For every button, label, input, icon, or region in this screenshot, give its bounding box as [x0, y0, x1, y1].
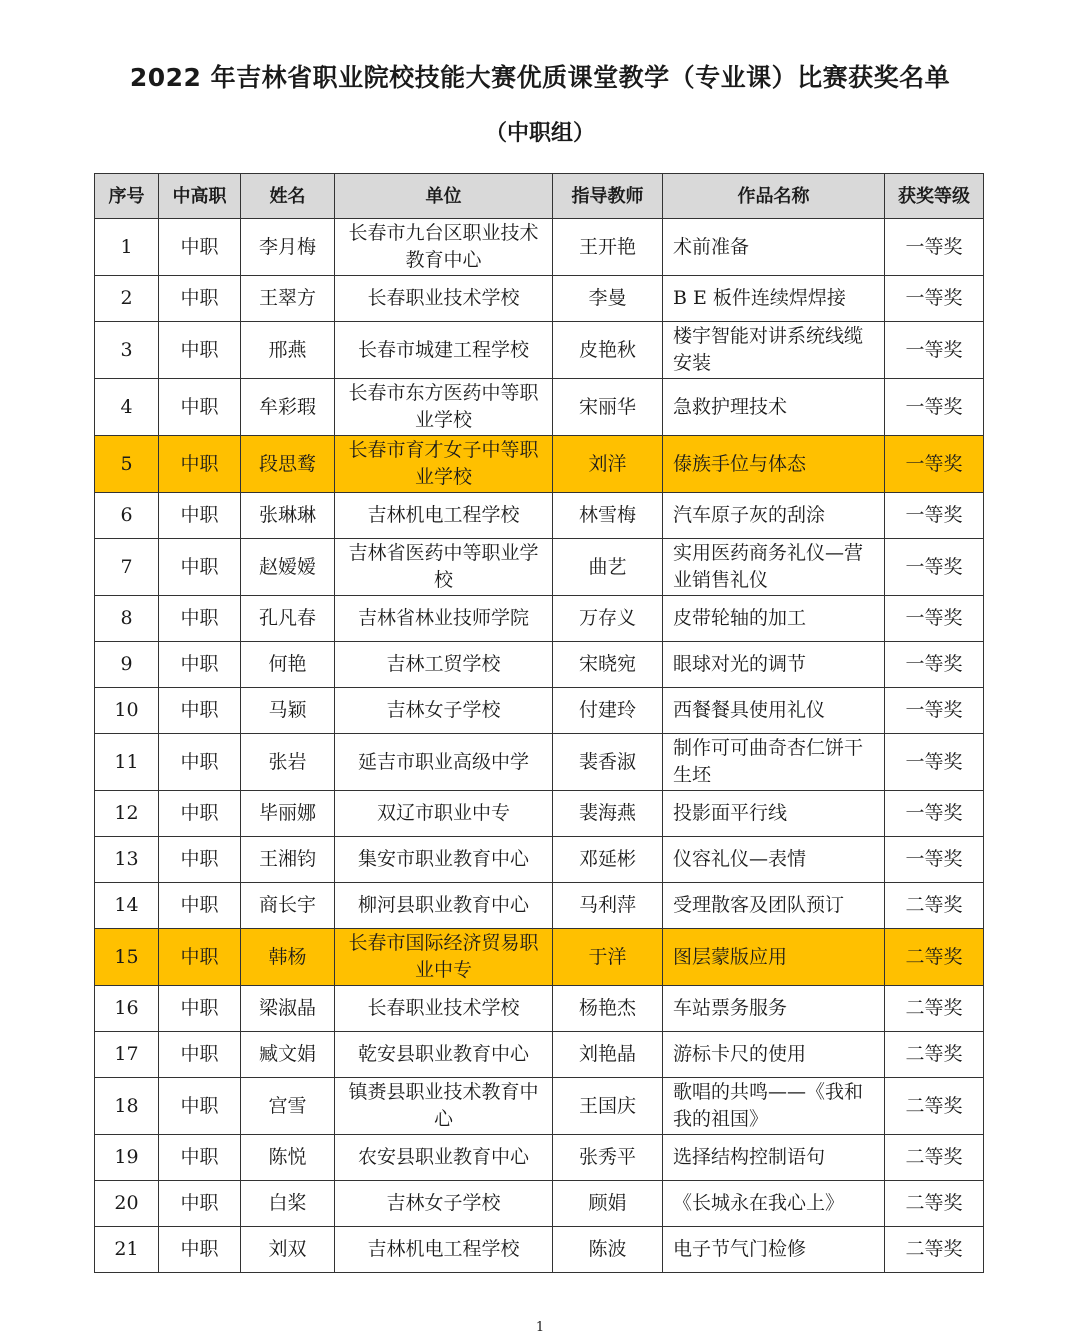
- document-subtitle: （中职组）: [484, 121, 595, 146]
- row-number-cell: 3: [95, 322, 159, 379]
- work-title-cell: 傣族手位与体态: [663, 436, 885, 493]
- unit-cell: 长春市九台区职业技术教育中心: [335, 219, 553, 276]
- teacher-cell: 王国庆: [553, 1078, 663, 1135]
- unit-cell: 吉林机电工程学校: [335, 493, 553, 539]
- work-title-cell: 投影面平行线: [663, 791, 885, 837]
- name-cell: 王翠方: [241, 276, 335, 322]
- row-number-cell: 18: [95, 1078, 159, 1135]
- work-title-cell: 仪容礼仪—表情: [663, 837, 885, 883]
- teacher-cell: 林雪梅: [553, 493, 663, 539]
- row-number-cell: 7: [95, 539, 159, 596]
- name-cell: 宫雪: [241, 1078, 335, 1135]
- table-row: [95, 436, 984, 493]
- level-cell: 中职: [159, 837, 241, 883]
- row-number-cell: 20: [95, 1181, 159, 1227]
- row-number-cell: 16: [95, 986, 159, 1032]
- work-title-cell: 游标卡尺的使用: [663, 1032, 885, 1078]
- name-cell: 段思鹜: [241, 436, 335, 493]
- header-cell: 姓名: [241, 174, 335, 219]
- award-cell: 二等奖: [885, 1032, 984, 1078]
- award-cell: 一等奖: [885, 734, 984, 791]
- teacher-cell: 李曼: [553, 276, 663, 322]
- teacher-cell: 裴海燕: [553, 791, 663, 837]
- table-row: [95, 642, 984, 688]
- name-cell: 刘双: [241, 1227, 335, 1273]
- award-cell: 一等奖: [885, 219, 984, 276]
- work-title-cell: B E 板件连续焊焊接: [663, 276, 885, 322]
- header-cell: 作品名称: [663, 174, 885, 219]
- name-cell: 臧文娟: [241, 1032, 335, 1078]
- level-cell: 中职: [159, 219, 241, 276]
- work-title-cell: 眼球对光的调节: [663, 642, 885, 688]
- teacher-cell: 裴香淑: [553, 734, 663, 791]
- header-cell: 中高职: [159, 174, 241, 219]
- table-row: [95, 1032, 984, 1078]
- award-cell: 一等奖: [885, 642, 984, 688]
- unit-cell: 延吉市职业高级中学: [335, 734, 553, 791]
- work-title-cell: 电子节气门检修: [663, 1227, 885, 1273]
- unit-cell: 吉林女子学校: [335, 1181, 553, 1227]
- level-cell: 中职: [159, 1135, 241, 1181]
- row-number-cell: 6: [95, 493, 159, 539]
- work-title-cell: 图层蒙版应用: [663, 929, 885, 986]
- teacher-cell: 宋丽华: [553, 379, 663, 436]
- table-row: [95, 379, 984, 436]
- award-cell: 一等奖: [885, 436, 984, 493]
- table-row: [95, 219, 984, 276]
- level-cell: 中职: [159, 929, 241, 986]
- table-row: [95, 1227, 984, 1273]
- name-cell: 孔凡春: [241, 596, 335, 642]
- level-cell: 中职: [159, 883, 241, 929]
- level-cell: 中职: [159, 322, 241, 379]
- table-row: [95, 1135, 984, 1181]
- table-row: [95, 883, 984, 929]
- work-title-cell: 歌唱的共鸣——《我和我的祖国》: [663, 1078, 885, 1135]
- unit-cell: 吉林机电工程学校: [335, 1227, 553, 1273]
- unit-cell: 吉林女子学校: [335, 688, 553, 734]
- table-row: [95, 596, 984, 642]
- level-cell: 中职: [159, 688, 241, 734]
- award-cell: 一等奖: [885, 379, 984, 436]
- row-number-cell: 14: [95, 883, 159, 929]
- table-row: [95, 539, 984, 596]
- work-title-cell: 实用医药商务礼仪—营业销售礼仪: [663, 539, 885, 596]
- work-title-cell: 皮带轮轴的加工: [663, 596, 885, 642]
- name-cell: 何艳: [241, 642, 335, 688]
- teacher-cell: 曲艺: [553, 539, 663, 596]
- award-cell: 二等奖: [885, 929, 984, 986]
- unit-cell: 农安县职业教育中心: [335, 1135, 553, 1181]
- unit-cell: 乾安县职业教育中心: [335, 1032, 553, 1078]
- award-cell: 一等奖: [885, 539, 984, 596]
- work-title-cell: 车站票务服务: [663, 986, 885, 1032]
- unit-cell: 集安市职业教育中心: [335, 837, 553, 883]
- work-title-cell: 术前准备: [663, 219, 885, 276]
- award-cell: 一等奖: [885, 493, 984, 539]
- award-cell: 二等奖: [885, 986, 984, 1032]
- level-cell: 中职: [159, 1078, 241, 1135]
- teacher-cell: 付建玲: [553, 688, 663, 734]
- award-cell: 二等奖: [885, 883, 984, 929]
- award-cell: 一等奖: [885, 276, 984, 322]
- unit-cell: 长春职业技术学校: [335, 986, 553, 1032]
- row-number-cell: 12: [95, 791, 159, 837]
- row-number-cell: 9: [95, 642, 159, 688]
- award-cell: 一等奖: [885, 322, 984, 379]
- work-title-cell: 汽车原子灰的刮涂: [663, 493, 885, 539]
- page-number: 1: [535, 1320, 545, 1335]
- work-title-cell: 受理散客及团队预订: [663, 883, 885, 929]
- table-row: [95, 791, 984, 837]
- unit-cell: 柳河县职业教育中心: [335, 883, 553, 929]
- name-cell: 张琳琳: [241, 493, 335, 539]
- level-cell: 中职: [159, 436, 241, 493]
- row-number-cell: 13: [95, 837, 159, 883]
- header-cell: 单位: [335, 174, 553, 219]
- row-number-cell: 8: [95, 596, 159, 642]
- work-title-cell: 制作可可曲奇杏仁饼干生坯: [663, 734, 885, 791]
- teacher-cell: 王开艳: [553, 219, 663, 276]
- teacher-cell: 于洋: [553, 929, 663, 986]
- row-number-cell: 19: [95, 1135, 159, 1181]
- award-cell: 二等奖: [885, 1181, 984, 1227]
- unit-cell: 双辽市职业中专: [335, 791, 553, 837]
- unit-cell: 吉林省医药中等职业学校: [335, 539, 553, 596]
- name-cell: 白桨: [241, 1181, 335, 1227]
- document-title: 2022 年吉林省职业院校技能大赛优质课堂教学（专业课）比赛获奖名单: [129, 63, 951, 92]
- work-title-cell: 楼宇智能对讲系统线缆安装: [663, 322, 885, 379]
- teacher-cell: 刘艳晶: [553, 1032, 663, 1078]
- work-title-cell: 急救护理技术: [663, 379, 885, 436]
- name-cell: 王湘钧: [241, 837, 335, 883]
- level-cell: 中职: [159, 1227, 241, 1273]
- teacher-cell: 万存义: [553, 596, 663, 642]
- teacher-cell: 马利萍: [553, 883, 663, 929]
- teacher-cell: 皮艳秋: [553, 322, 663, 379]
- row-number-cell: 2: [95, 276, 159, 322]
- table-row: [95, 929, 984, 986]
- table-row: [95, 493, 984, 539]
- name-cell: 张岩: [241, 734, 335, 791]
- name-cell: 韩杨: [241, 929, 335, 986]
- name-cell: 邢燕: [241, 322, 335, 379]
- unit-cell: 长春市东方医药中等职业学校: [335, 379, 553, 436]
- work-title-cell: 《长城永在我心上》: [663, 1181, 885, 1227]
- level-cell: 中职: [159, 493, 241, 539]
- row-number-cell: 17: [95, 1032, 159, 1078]
- row-number-cell: 1: [95, 219, 159, 276]
- header-cell: 获奖等级: [885, 174, 984, 219]
- name-cell: 李月梅: [241, 219, 335, 276]
- teacher-cell: 陈波: [553, 1227, 663, 1273]
- row-number-cell: 10: [95, 688, 159, 734]
- name-cell: 陈悦: [241, 1135, 335, 1181]
- unit-cell: 吉林省林业技师学院: [335, 596, 553, 642]
- name-cell: 毕丽娜: [241, 791, 335, 837]
- row-number-cell: 15: [95, 929, 159, 986]
- level-cell: 中职: [159, 276, 241, 322]
- row-number-cell: 11: [95, 734, 159, 791]
- table-row: [95, 1078, 984, 1135]
- work-title-cell: 选择结构控制语句: [663, 1135, 885, 1181]
- award-cell: 一等奖: [885, 688, 984, 734]
- level-cell: 中职: [159, 596, 241, 642]
- teacher-cell: 宋晓宛: [553, 642, 663, 688]
- unit-cell: 长春市国际经济贸易职业中专: [335, 929, 553, 986]
- unit-cell: 长春市城建工程学校: [335, 322, 553, 379]
- unit-cell: 吉林工贸学校: [335, 642, 553, 688]
- level-cell: 中职: [159, 734, 241, 791]
- unit-cell: 长春市育才女子中等职业学校: [335, 436, 553, 493]
- level-cell: 中职: [159, 1032, 241, 1078]
- award-table: [94, 173, 984, 1273]
- level-cell: 中职: [159, 791, 241, 837]
- table-row: [95, 734, 984, 791]
- name-cell: 赵嫒嫒: [241, 539, 335, 596]
- award-cell: 一等奖: [885, 837, 984, 883]
- table-row: [95, 322, 984, 379]
- name-cell: 牟彩瑕: [241, 379, 335, 436]
- teacher-cell: 张秀平: [553, 1135, 663, 1181]
- table-row: [95, 276, 984, 322]
- table-row: [95, 688, 984, 734]
- name-cell: 商长宇: [241, 883, 335, 929]
- header-cell: 指导教师: [553, 174, 663, 219]
- table-header-row: [95, 174, 984, 219]
- table-row: [95, 986, 984, 1032]
- level-cell: 中职: [159, 986, 241, 1032]
- row-number-cell: 5: [95, 436, 159, 493]
- teacher-cell: 刘洋: [553, 436, 663, 493]
- level-cell: 中职: [159, 1181, 241, 1227]
- unit-cell: 镇赉县职业技术教育中心: [335, 1078, 553, 1135]
- unit-cell: 长春职业技术学校: [335, 276, 553, 322]
- table-row: [95, 1181, 984, 1227]
- teacher-cell: 顾娟: [553, 1181, 663, 1227]
- level-cell: 中职: [159, 379, 241, 436]
- award-cell: 一等奖: [885, 596, 984, 642]
- teacher-cell: 杨艳杰: [553, 986, 663, 1032]
- level-cell: 中职: [159, 642, 241, 688]
- row-number-cell: 21: [95, 1227, 159, 1273]
- table-row: [95, 837, 984, 883]
- level-cell: 中职: [159, 539, 241, 596]
- award-cell: 二等奖: [885, 1135, 984, 1181]
- award-cell: 一等奖: [885, 791, 984, 837]
- name-cell: 梁淑晶: [241, 986, 335, 1032]
- row-number-cell: 4: [95, 379, 159, 436]
- award-cell: 二等奖: [885, 1227, 984, 1273]
- header-cell: 序号: [95, 174, 159, 219]
- table-body: [95, 219, 984, 1273]
- award-cell: 二等奖: [885, 1078, 984, 1135]
- teacher-cell: 邓延彬: [553, 837, 663, 883]
- work-title-cell: 西餐餐具使用礼仪: [663, 688, 885, 734]
- name-cell: 马颖: [241, 688, 335, 734]
